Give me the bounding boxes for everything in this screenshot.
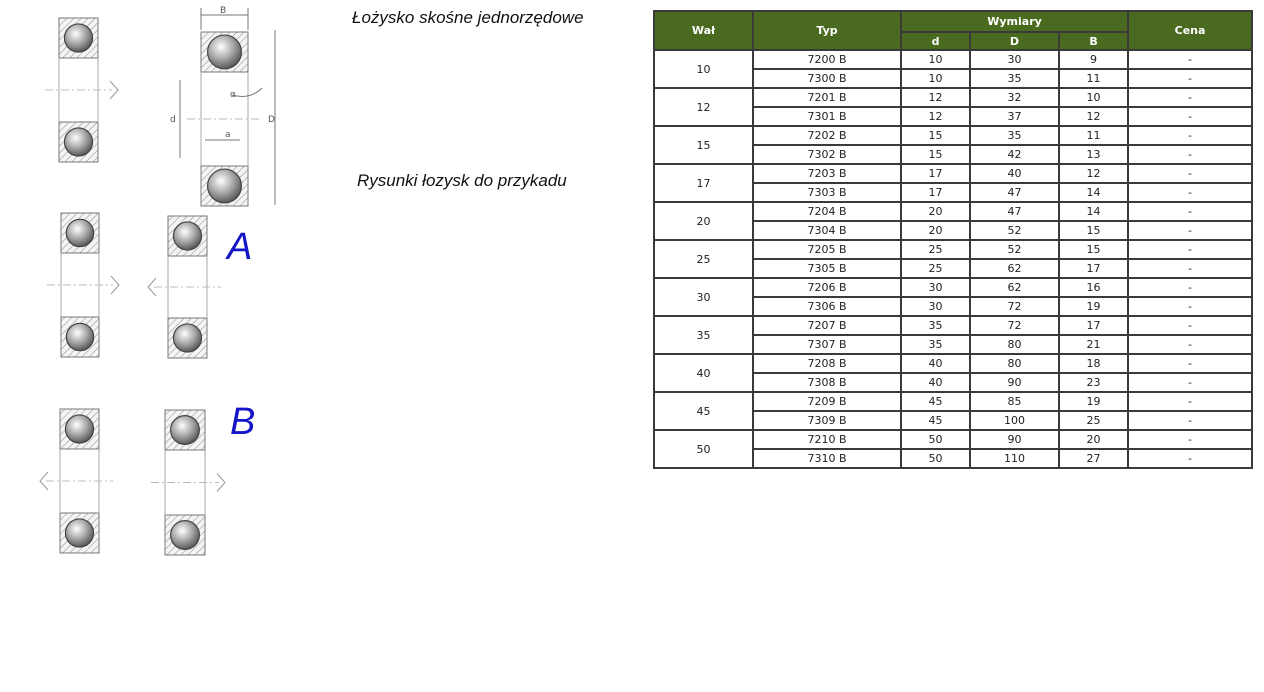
price-cell: - [1128,221,1252,240]
dim-label-width: B [220,6,227,16]
type-cell: 7203 B [753,164,901,183]
D-cell: 80 [970,354,1059,373]
table-row [654,316,1252,335]
shaft-cell: 50 [654,430,753,468]
type-cell: 7303 B [753,183,901,202]
bearing-drawing-b-right [151,410,225,555]
price-cell: - [1128,297,1252,316]
B-cell: 20 [1059,430,1128,449]
d-cell: 45 [901,411,970,430]
price-cell: - [1128,259,1252,278]
B-cell: 14 [1059,202,1128,221]
table-row [654,126,1252,145]
type-cell: 7302 B [753,145,901,164]
D-cell: 37 [970,107,1059,126]
drawings-caption: Rysunki łozysk do przykadu [357,171,567,190]
type-cell: 7309 B [753,411,901,430]
price-cell: - [1128,354,1252,373]
bearing-drawing-a-right [148,216,221,358]
price-cell: - [1128,88,1252,107]
type-cell: 7306 B [753,297,901,316]
D-cell: 42 [970,145,1059,164]
dim-label-bore: d [170,115,176,125]
type-cell: 7300 B [753,69,901,88]
d-cell: 40 [901,354,970,373]
D-cell: 62 [970,259,1059,278]
D-cell: 30 [970,50,1059,69]
bearing-drawing-detail [187,32,262,206]
D-cell: 80 [970,335,1059,354]
bearing-drawing-b-left [40,409,113,553]
D-cell: 110 [970,449,1059,468]
header-price: Cena [1128,11,1252,50]
table-row [654,278,1252,297]
type-cell: 7201 B [753,88,901,107]
type-cell: 7202 B [753,126,901,145]
price-cell: - [1128,164,1252,183]
d-cell: 30 [901,278,970,297]
header-shaft: Wał [654,11,753,50]
header-dimensions: Wymiary [901,11,1128,32]
d-cell: 40 [901,373,970,392]
header-dim-B: B [1059,32,1128,50]
price-cell: - [1128,316,1252,335]
B-cell: 19 [1059,392,1128,411]
table-row [654,392,1252,411]
bearing-drawing-1 [45,18,118,162]
d-cell: 25 [901,259,970,278]
d-cell: 15 [901,145,970,164]
bearing-drawings [0,0,640,600]
d-cell: 25 [901,240,970,259]
D-cell: 72 [970,316,1059,335]
D-cell: 40 [970,164,1059,183]
d-cell: 35 [901,335,970,354]
d-cell: 50 [901,430,970,449]
table-row [654,50,1252,69]
D-cell: 47 [970,202,1059,221]
table-row [654,202,1252,221]
price-cell: - [1128,240,1252,259]
D-cell: 90 [970,373,1059,392]
B-cell: 14 [1059,183,1128,202]
header-type: Typ [753,11,901,50]
dim-label-offset: a [225,130,231,140]
shaft-cell: 15 [654,126,753,164]
D-cell: 47 [970,183,1059,202]
B-cell: 18 [1059,354,1128,373]
d-cell: 17 [901,183,970,202]
price-cell: - [1128,50,1252,69]
B-cell: 25 [1059,411,1128,430]
B-cell: 9 [1059,50,1128,69]
D-cell: 90 [970,430,1059,449]
table-row [654,354,1252,373]
type-cell: 7310 B [753,449,901,468]
page-title: Łożysko skośne jednorzędowe [352,8,584,27]
D-cell: 32 [970,88,1059,107]
type-cell: 7205 B [753,240,901,259]
B-cell: 13 [1059,145,1128,164]
D-cell: 52 [970,240,1059,259]
dim-label-outer: D [268,115,275,125]
B-cell: 27 [1059,449,1128,468]
B-cell: 15 [1059,240,1128,259]
type-cell: 7210 B [753,430,901,449]
d-cell: 30 [901,297,970,316]
header-dim-D: D [970,32,1059,50]
type-cell: 7208 B [753,354,901,373]
D-cell: 72 [970,297,1059,316]
table-row [654,430,1252,449]
D-cell: 62 [970,278,1059,297]
D-cell: 35 [970,126,1059,145]
type-cell: 7206 B [753,278,901,297]
bearing-table [653,10,1253,469]
table-row [654,88,1252,107]
d-cell: 20 [901,202,970,221]
B-cell: 21 [1059,335,1128,354]
price-cell: - [1128,373,1252,392]
shaft-cell: 45 [654,392,753,430]
d-cell: 35 [901,316,970,335]
B-cell: 11 [1059,126,1128,145]
price-cell: - [1128,145,1252,164]
price-cell: - [1128,449,1252,468]
B-cell: 10 [1059,88,1128,107]
d-cell: 17 [901,164,970,183]
B-cell: 16 [1059,278,1128,297]
price-cell: - [1128,126,1252,145]
price-cell: - [1128,335,1252,354]
shaft-cell: 25 [654,240,753,278]
type-cell: 7301 B [753,107,901,126]
d-cell: 12 [901,88,970,107]
shaft-cell: 40 [654,354,753,392]
price-cell: - [1128,69,1252,88]
price-cell: - [1128,411,1252,430]
price-cell: - [1128,202,1252,221]
B-cell: 19 [1059,297,1128,316]
d-cell: 10 [901,50,970,69]
dim-label-angle: α [230,90,236,100]
D-cell: 35 [970,69,1059,88]
shaft-cell: 35 [654,316,753,354]
B-cell: 17 [1059,259,1128,278]
d-cell: 50 [901,449,970,468]
type-cell: 7200 B [753,50,901,69]
shaft-cell: 10 [654,50,753,88]
type-cell: 7307 B [753,335,901,354]
table-row [654,240,1252,259]
B-cell: 12 [1059,107,1128,126]
shaft-cell: 12 [654,88,753,126]
type-cell: 7304 B [753,221,901,240]
D-cell: 100 [970,411,1059,430]
type-cell: 7209 B [753,392,901,411]
shaft-cell: 30 [654,278,753,316]
type-cell: 7305 B [753,259,901,278]
bearing-drawing-a-left [47,213,119,357]
shaft-cell: 17 [654,164,753,202]
type-cell: 7207 B [753,316,901,335]
B-cell: 12 [1059,164,1128,183]
price-cell: - [1128,430,1252,449]
d-cell: 45 [901,392,970,411]
d-cell: 12 [901,107,970,126]
d-cell: 15 [901,126,970,145]
type-cell: 7308 B [753,373,901,392]
price-cell: - [1128,278,1252,297]
shaft-cell: 20 [654,202,753,240]
variant-label-b: B [230,401,256,443]
D-cell: 52 [970,221,1059,240]
D-cell: 85 [970,392,1059,411]
B-cell: 23 [1059,373,1128,392]
price-cell: - [1128,107,1252,126]
B-cell: 11 [1059,69,1128,88]
price-cell: - [1128,183,1252,202]
header-dim-d: d [901,32,970,50]
B-cell: 15 [1059,221,1128,240]
d-cell: 20 [901,221,970,240]
B-cell: 17 [1059,316,1128,335]
variant-label-a: A [227,226,253,268]
d-cell: 10 [901,69,970,88]
table-row [654,164,1252,183]
type-cell: 7204 B [753,202,901,221]
price-cell: - [1128,392,1252,411]
